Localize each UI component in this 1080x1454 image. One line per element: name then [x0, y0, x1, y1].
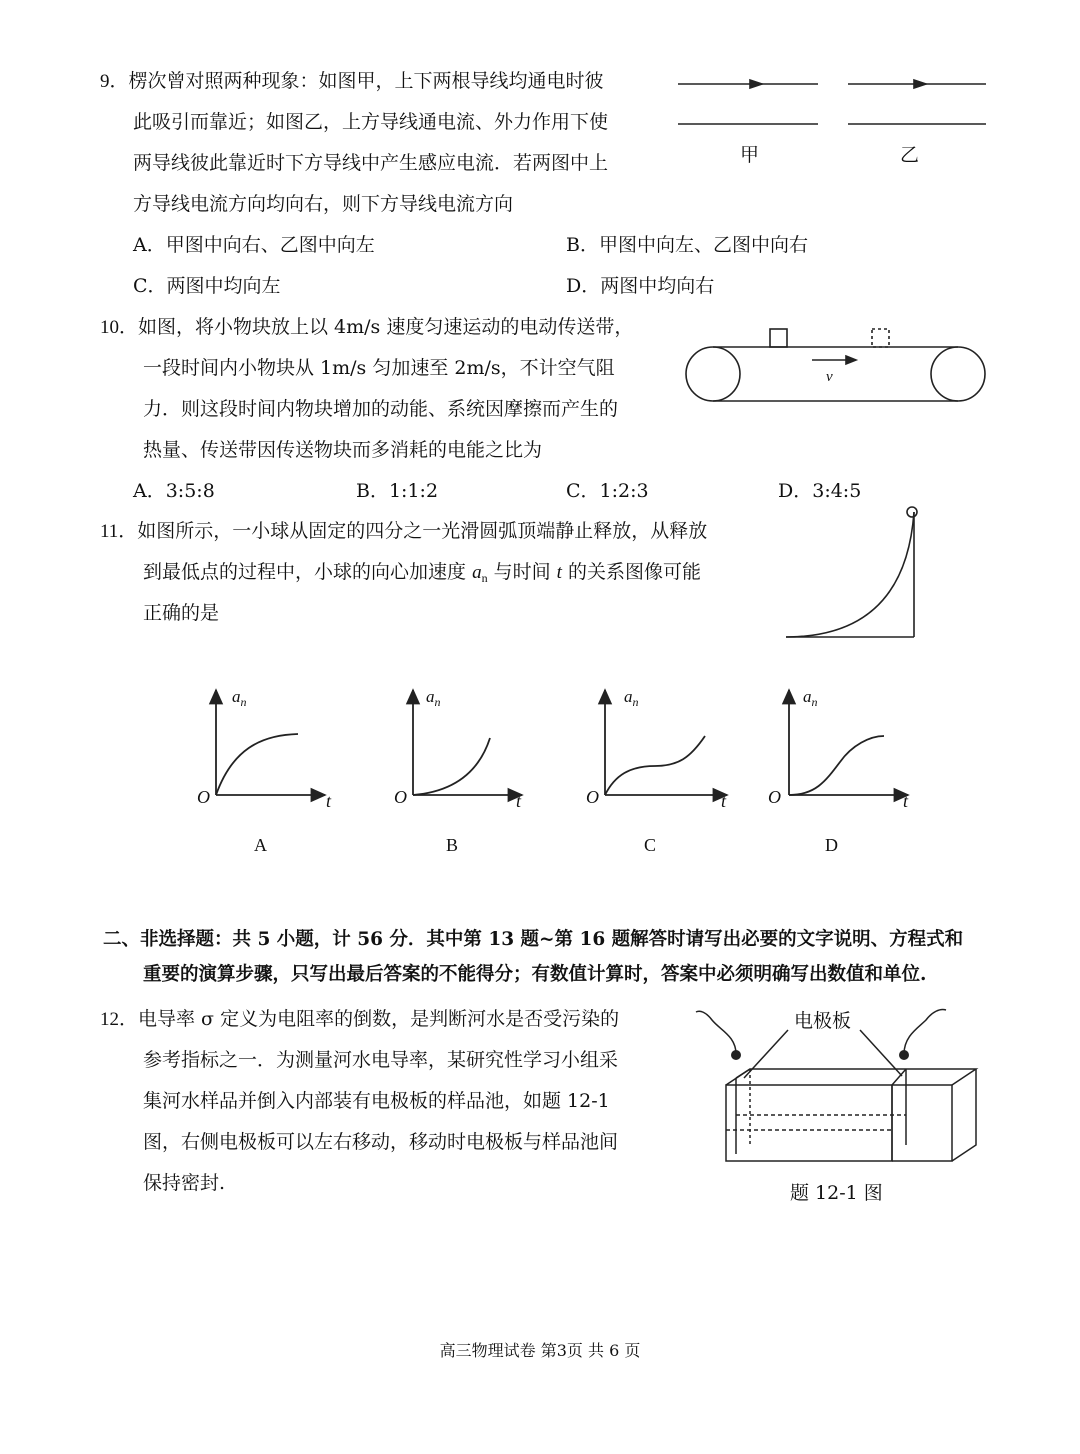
q9-number: 9．	[100, 71, 129, 92]
q11-text-2a: 到最低点的过程中，小球的向心加速度	[143, 561, 467, 583]
q9-text-1: 楞次曾对照两种现象：如图甲，上下两根导线均通电时彼	[128, 70, 604, 92]
graph-a-x-label: t	[326, 791, 332, 811]
tank-top	[726, 1069, 976, 1085]
q9-line-3: 两导线彼此靠近时下方导线中产生感应电流．若两图中上	[133, 152, 609, 174]
q11-text-2c: 的关系图像可能	[568, 561, 702, 583]
q11-text-2b: 与时间	[493, 561, 551, 583]
right-wire	[904, 1009, 946, 1054]
q11-line-3: 正确的是	[143, 602, 220, 624]
tank-right	[892, 1085, 952, 1161]
q10-number: 10．	[100, 317, 139, 338]
q9-line-2: 此吸引而靠近；如图乙，上方导线通电流、外力作用下使	[133, 111, 609, 133]
velocity-label: v	[826, 369, 833, 385]
q10-line-2: 一段时间内小物块从 1m/s 匀加速至 2m/s，不计空气阻	[143, 357, 615, 379]
q12-line-2: 参考指标之一．为测量河水电导率，某研究性学习小组采	[143, 1049, 619, 1071]
graph-b-origin: O	[394, 787, 407, 807]
graph-b-caption: B	[446, 835, 459, 855]
graph-a-y-label: $a_n$	[232, 687, 247, 709]
q12-line-4: 图，右侧电极板可以左右移动，移动时电极板与样品池间	[143, 1131, 619, 1153]
graph-d-y-label: $a_n$	[803, 687, 818, 709]
q11-var-t: t	[556, 562, 562, 583]
q10-text-1: 如图，将小物块放上以 4m/s 速度匀速运动的电动传送带，	[138, 316, 634, 338]
section2-line-1: 二、非选择题：共 5 小题，计 56 分．其中第 13 题~第 16 题解答时请写出必要的文字说明、方程式和	[103, 929, 964, 950]
label-pointer-left	[744, 1030, 788, 1078]
right-terminal	[899, 1050, 909, 1060]
q12-number: 12．	[100, 1009, 139, 1030]
figure-12-1-caption: 题 12-1 图	[790, 1182, 883, 1204]
tank-front	[726, 1085, 892, 1161]
q11-var-a-sub: n	[481, 571, 488, 585]
graph-a-caption: A	[254, 835, 267, 855]
q10-option-d: D．3:4:5	[778, 480, 862, 502]
q10-option-b: B．1:1:2	[356, 480, 439, 502]
fig-label-yi: 乙	[900, 144, 920, 166]
electrode-label: 电极板	[794, 1010, 852, 1032]
graph-c-y-label: $a_n$	[624, 687, 639, 709]
q12-line-5: 保持密封.	[143, 1172, 226, 1194]
graph-d-caption: D	[825, 835, 838, 855]
q9-option-c: C．两图中均向左	[133, 275, 281, 297]
q10-line-4: 热量、传送带因传送物块而多消耗的电能之比为	[143, 439, 543, 461]
q10-line-3: 力．则这段时间内物块增加的动能、系统因摩擦而产生的	[143, 398, 619, 420]
q9-option-d: D．两图中均向右	[566, 275, 715, 297]
graph-d-x-label: t	[903, 791, 909, 811]
q11-var-a: a	[472, 562, 482, 583]
q11-number: 11．	[100, 521, 138, 542]
q10-option-a: A．3:5:8	[133, 480, 215, 502]
q9-option-a: A．甲图中向右、乙图中向左	[133, 234, 375, 256]
graph-a-origin: O	[197, 787, 210, 807]
page-footer: 高三物理试卷 第3页 共 6 页	[439, 1341, 641, 1360]
q9-line-4: 方导线电流方向均向右，则下方导线电流方向	[133, 193, 514, 215]
q12-text-1: 电导率 σ 定义为电阻率的倒数，是判断河水是否受污染的	[138, 1008, 620, 1030]
q10-option-c: C．1:2:3	[566, 480, 649, 502]
graph-b-y-label: $a_n$	[426, 687, 441, 709]
q9-option-b: B．甲图中向左、乙图中向右	[566, 234, 808, 256]
graph-c-x-label: t	[721, 791, 727, 811]
graph-c-origin: O	[586, 787, 599, 807]
left-terminal	[731, 1050, 741, 1060]
graph-c-caption: C	[644, 835, 657, 855]
graph-d-origin: O	[768, 787, 781, 807]
q11-text-1: 如图所示，一小球从固定的四分之一光滑圆弧顶端静止释放，从释放	[137, 520, 708, 542]
graph-b-x-label: t	[516, 791, 522, 811]
q12-line-3: 集河水样品并倒入内部装有电极板的样品池，如题 12-1	[143, 1090, 610, 1112]
left-wire	[696, 1011, 736, 1054]
fig-label-jia: 甲	[740, 144, 760, 166]
section2-line-2: 重要的演算步骤，只写出最后答案的不能得分；有数值计算时，答案中必须明确写出数值和单位.	[143, 964, 927, 985]
